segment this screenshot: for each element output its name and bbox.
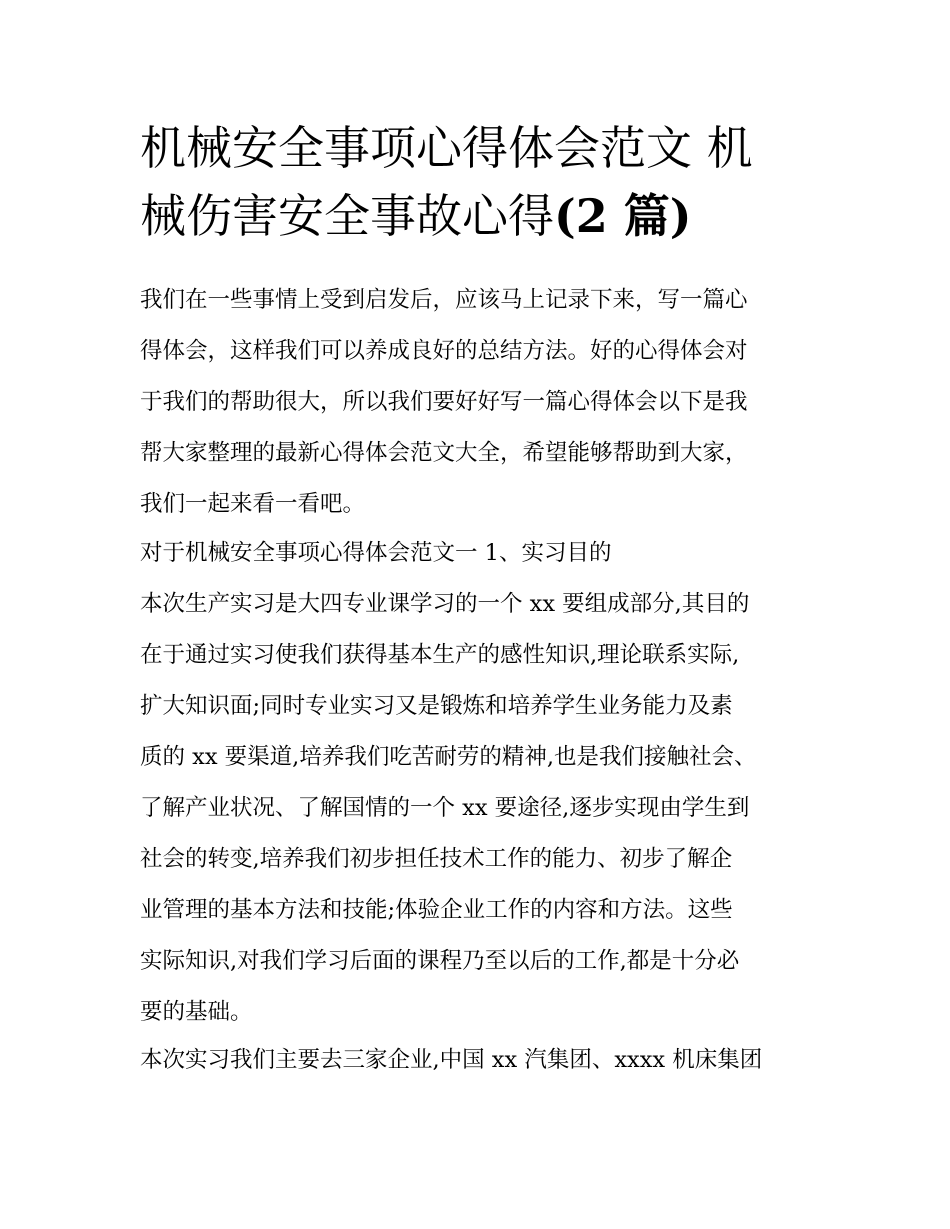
paragraph-line: 社会的转变,培养我们初步担任技术工作的能力、初步了解企 — [140, 846, 733, 872]
title-count: (2 篇) — [554, 189, 692, 243]
paragraph-line: 实际知识,对我们学习后面的课程乃至以后的工作,都是十分必 — [140, 948, 740, 974]
section-heading — [140, 528, 820, 579]
paragraph-line: 要的基础。 — [140, 999, 253, 1025]
paragraph-1 — [140, 579, 820, 1038]
document-title — [140, 114, 820, 250]
paragraph-2 — [140, 1035, 820, 1086]
title-line-2 — [140, 182, 820, 250]
intro-line: 我们一起来看一看吧。 — [140, 491, 366, 517]
paragraph-line: 本次实习我们主要去三家企业,中国 xx 汽集团、xxxx 机床集团 — [140, 1047, 763, 1073]
intro-line: 于我们的帮助很大，所以我们要好好写一篇心得体会以下是我 — [140, 389, 748, 415]
title-line-1: 机械安全事项心得体会范文 机 — [140, 121, 753, 175]
paragraph-line: 了解产业状况、了解国情的一个 xx 要途径,逐步实现由学生到 — [140, 795, 750, 821]
paragraph-line: 本次生产实习是大四专业课学习的一个 xx 要组成部分,其目的 — [140, 591, 750, 617]
paragraph-line: 在于通过实习使我们获得基本生产的感性知识,理论联系实际, — [140, 642, 740, 668]
section-heading-text: 对于机械安全事项心得体会范文一 1、实习目的 — [140, 540, 612, 566]
intro-paragraph — [140, 275, 820, 530]
paragraph-line: 质的 xx 要渠道,培养我们吃苦耐劳的精神,也是我们接触社会、 — [140, 744, 757, 770]
intro-line: 我们在一些事情上受到启发后，应该马上记录下来，写一篇心 — [140, 287, 748, 313]
paragraph-line: 扩大知识面;同时专业实习又是锻炼和培养学生业务能力及素 — [140, 693, 733, 719]
intro-line: 得体会，这样我们可以养成良好的总结方法。好的心得体会对 — [140, 338, 748, 364]
intro-line: 帮大家整理的最新心得体会范文大全，希望能够帮助到大家， — [140, 440, 748, 466]
title-line-2-text: 械伤害安全事故心得 — [140, 189, 554, 243]
paragraph-line: 业管理的基本方法和技能;体验企业工作的内容和方法。这些 — [140, 897, 733, 923]
